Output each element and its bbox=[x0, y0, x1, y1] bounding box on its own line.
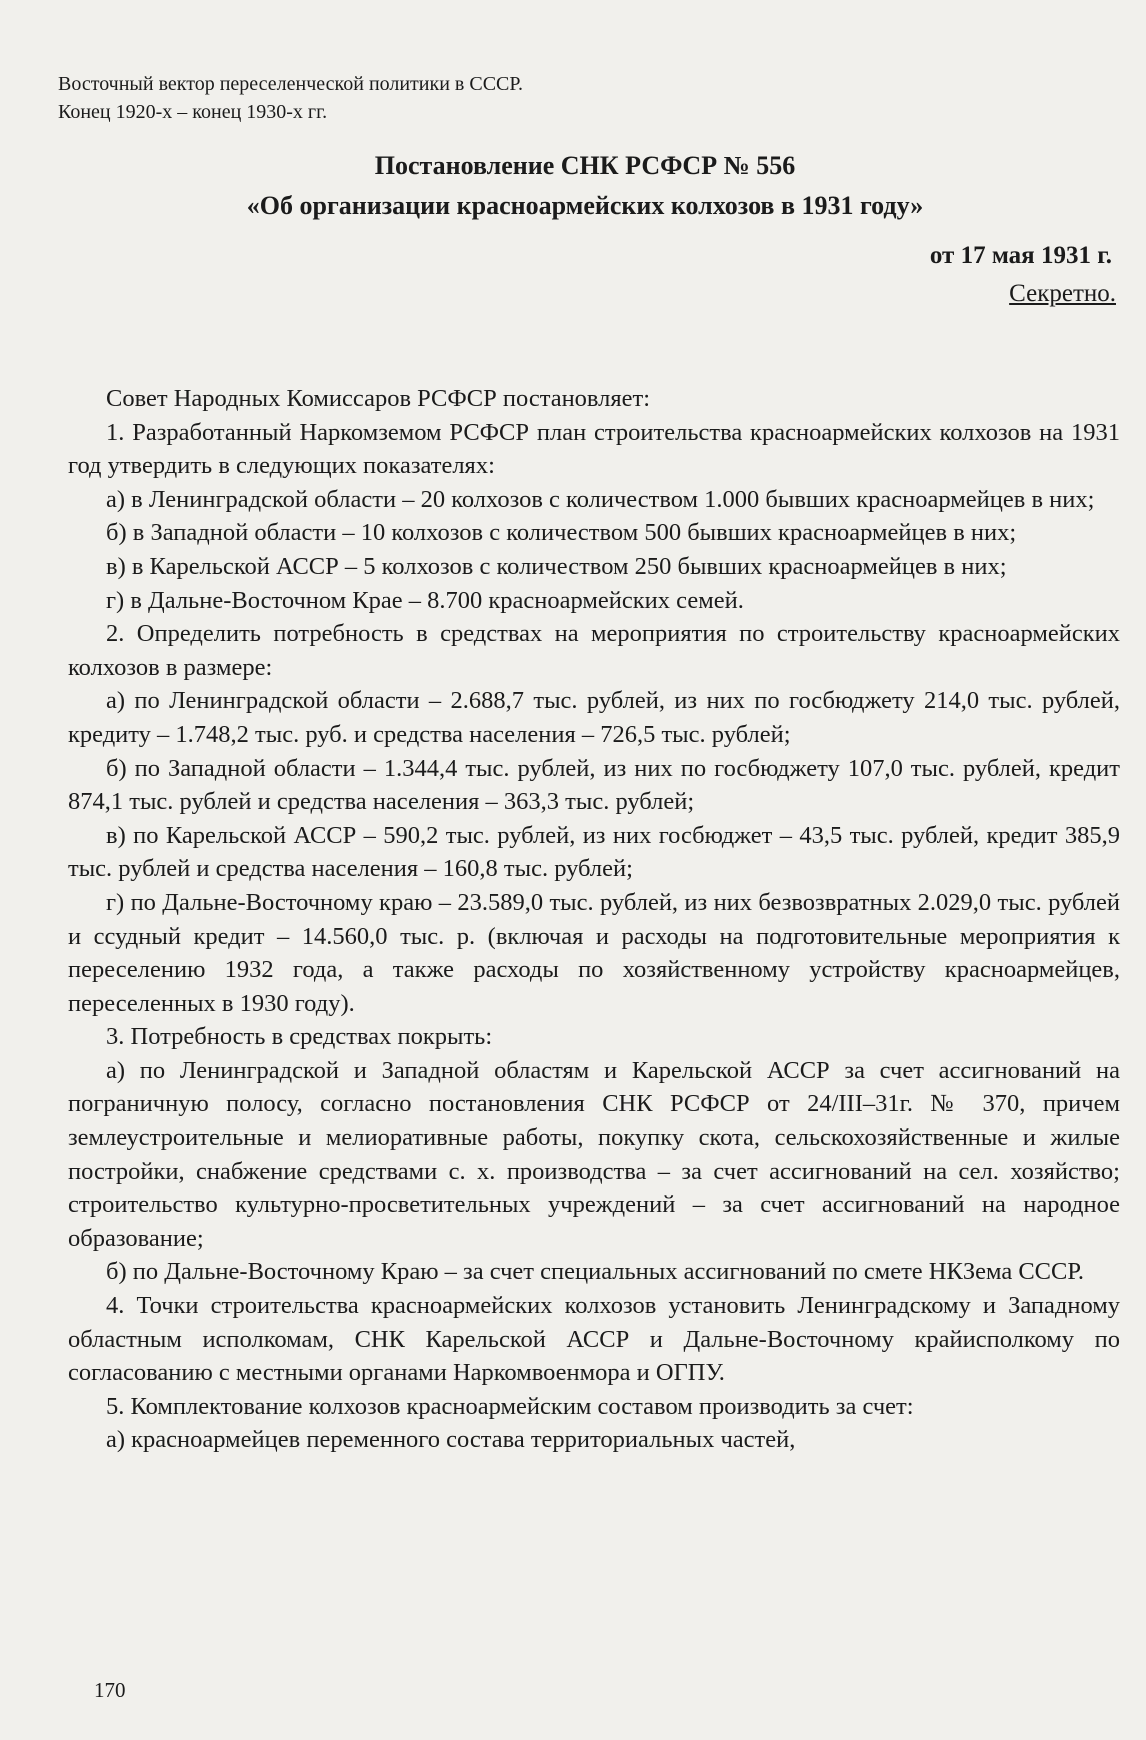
paragraph: в) по Карельской АССР – 590,2 тыс. рублей, из них госбюджет – 43,5 тыс. рублей, кредит 385,9 тыс. рублей и средства населения – 160,8 тыс. рублей; bbox=[68, 821, 1120, 883]
running-head-line-2: Конец 1920-х – конец 1930-х гг. bbox=[58, 101, 328, 123]
paragraph: а) в Ленинградской области – 20 колхозов с количеством 1.000 бывших красноармейцев в них; bbox=[106, 485, 1095, 513]
title-line-1: Постановление СНК РСФСР № 556 bbox=[374, 151, 796, 180]
running-head-line-1: Восточный вектор переселенческой политики в СССР. bbox=[58, 73, 524, 95]
paragraph: г) по Дальне-Восточному краю – 23.589,0 тыс. рублей, из них безвозвратных 2.029,0 тыс. рублей и ссудный кредит – 14.560,0 тыс. р. (включая и расходы на подготовительные мероприятия к переселению 1932 года, а также расходы по хозяйственному устройству красноармейцев, переселенных в 1930 году). bbox=[68, 888, 1120, 1017]
paragraph: 1. Разработанный Наркомземом РСФСР план строительства красноармейских колхозов на 1931 год утвердить в следующих показателях: bbox=[68, 418, 1120, 480]
paragraph: б) по Дальне-Восточному Краю – за счет специальных ассигнований по смете НКЗема СССР. bbox=[106, 1258, 1085, 1286]
paragraph: 3. Потребность в средствах покрыть: bbox=[106, 1023, 493, 1051]
paragraph: а) по Ленинградской области – 2.688,7 тыс. рублей, из них по госбюджету 214,0 тыс. рублей, кредиту – 1.748,2 тыс. руб. и средства населения – 726,5 тыс. рублей; bbox=[68, 687, 1120, 748]
paragraph: 2. Определить потребность в средствах на мероприятия по строительству красноармейских колхозов в размере: bbox=[68, 620, 1120, 681]
paragraph: в) в Карельской АССР – 5 колхозов с количеством 250 бывших красноармейцев в них; bbox=[106, 552, 1007, 580]
document-date: от 17 мая 1931 г. bbox=[929, 242, 1112, 269]
paragraph: 5. Комплектование колхозов красноармейским составом производить за счет: bbox=[106, 1392, 914, 1420]
running-head bbox=[58, 70, 523, 126]
title-line-2: «Об организации красноармейских колхозов в 1931 году» bbox=[246, 191, 924, 220]
paragraph: б) в Западной области – 10 колхозов с количеством 500 бывших красноармейцев в них; bbox=[106, 519, 1017, 547]
paragraph: а) по Ленинградской и Западной областям и Карельской АССР за счет ассигнований на пограничную полосу, согласно постановления СНК РСФСР от 24/III–31г. № 370, причем землеустроительные и мелиоративные работы, покупку скота, сельскохозяйственные и жилые постройки, снабжение средствами с. х. производства – за счет ассигнований на сел. хозяйство; строительство культурно-просветительных учреждений – за счет ассигнований на народное образование; bbox=[68, 1056, 1120, 1252]
secrecy-classification: Секретно. bbox=[1009, 280, 1116, 307]
document-body bbox=[68, 382, 1120, 1457]
paragraph: б) по Западной области – 1.344,4 тыс. рублей, из них по госбюджету 107,0 тыс. рублей, кредит 874,1 тыс. рублей и средства населения – 363,3 тыс. рублей; bbox=[68, 754, 1120, 816]
page-number: 170 bbox=[94, 1678, 126, 1702]
paragraph-intro: Совет Народных Комиссаров РСФСР постановляет: bbox=[106, 385, 651, 412]
document-title bbox=[150, 146, 1020, 226]
paragraph: а) красноармейцев переменного состава территориальных частей, bbox=[106, 1426, 796, 1454]
paragraph: г) в Дальне-Восточном Крае – 8.700 красноармейских семей. bbox=[106, 586, 744, 614]
paragraph: 4. Точки строительства красноармейских колхозов установить Ленинградскому и Западному областным исполкомам, СНК Карельской АССР и Дальне-Восточному крайисполкому по согласованию с местными органами Наркомвоенмора и ОГПУ. bbox=[68, 1292, 1120, 1387]
